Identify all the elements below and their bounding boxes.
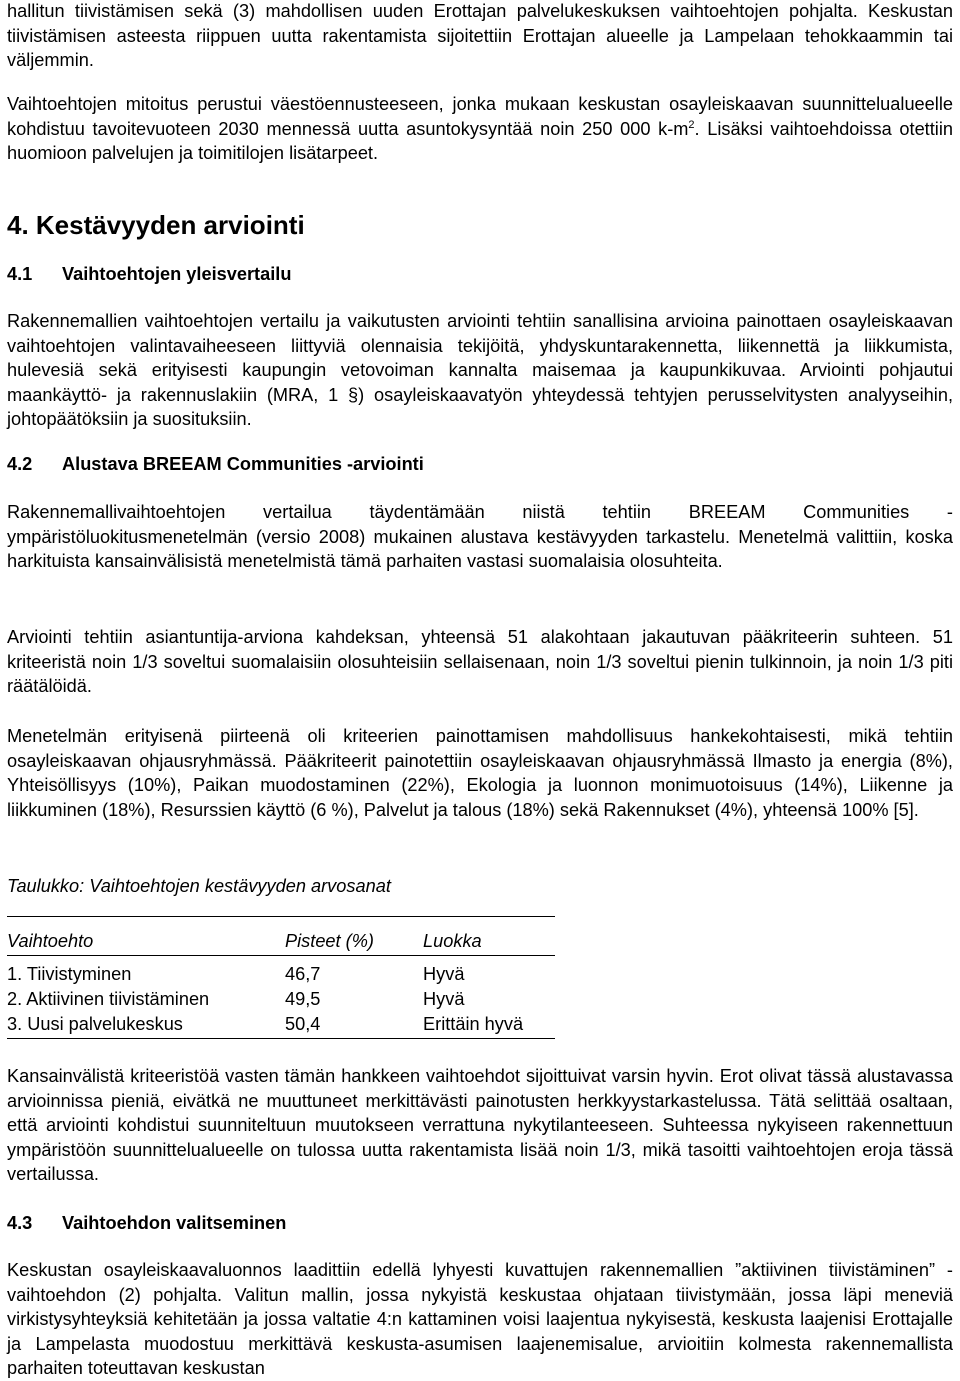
table-spacer <box>7 954 573 962</box>
paragraph-selection: Keskustan osayleiskaavaluonnos laadittiin edellä lyhyesti kuvattujen rakennemallien ”aktiivinen tiivistäminen” -vaihtoehdon (2) pohjalta. Valitun mallin, jossa nykyistä keskustaa ohjataan tiivistymään, jossa läpi meneviä virkistysyhteyksiä kehitetään ja jossa valtatie 4:n kattaminen voisi laajentua nykyisestä, keskusta laajenisi Erottajalle ja Lampelasta muodostuu merkittävä keskusta-asumisen laajenemisalue, arvioitiin kolmesta rakennemallista parhaiten toteuttavan keskustan <box>7 1260 953 1379</box>
table-cell: 46,7 <box>285 964 321 984</box>
paragraph-breeam: Rakennemallivaihtoehtojen vertailua täydentämään niistä tehtiin BREEAM Communities -ympäristöluokitusmenetelmän (versio 2008) mukainen alustava kestävyyden tarkastelu. Menetelmä valittiin, koska harkituista kansainvälisistä menetelmistä tämä parhaiten vastasi suomalaisia olosuhteita. <box>7 502 953 572</box>
paragraph-intro: hallitun tiivistämisen sekä (3) mahdollisen uuden Erottajan palvelukeskuksen vaihtoehtojen pohjalta. Keskustan tiivistämisen asteesta riippuen uutta rakentamista sijoitettiin Erottajan alueelle ja Lampelaan tehokkaammin tai väljemmin. <box>7 1 953 71</box>
table-cell: 3. Uusi palvelukeskus <box>7 1014 183 1034</box>
subsection-number: 4.3 <box>7 1213 33 1233</box>
paragraph-weighting: Menetelmän erityisenä piirteenä oli kriteerien painottamisen mahdollisuus hankekohtaisesti, mikä tehtiin osayleiskaavan ohjausryhmässä. Pääkriteerit painotettiin osayleiskaavan ohjausryhmässä Ilmasto ja energia (8%), Yhteisöllisyys (10%), Paikan muodostaminen (22%), Ekologia ja luonnon monimuotoisuus (14%), Liikenne ja liikkuminen (18%), Resurssien käyttö (6 %), Palvelut ja talous (18%) sekä Rakennukset (4%), yhteensä 100% [5]. <box>7 726 953 820</box>
table-row <box>7 962 573 987</box>
paragraph-dimensioning <box>7 92 953 166</box>
table-top-rule <box>7 916 555 917</box>
table-cell: 1. Tiivistyminen <box>7 964 132 984</box>
table-cell: 49,5 <box>285 989 321 1009</box>
table-header-cell: Luokka <box>423 931 482 951</box>
table-row <box>7 1012 573 1037</box>
table-cell: 2. Aktiivinen tiivistäminen <box>7 989 210 1009</box>
paragraph-dimensioning-tail: . Lisäksi vaihtoehdoissa otettiin huomioon palvelujen ja toimitilojen lisätarpeet. <box>7 118 953 164</box>
subsection-title: Vaihtoehdon valitseminen <box>62 1213 287 1233</box>
scores-table <box>7 929 573 1037</box>
subsection-title: Alustava BREEAM Communities -arviointi <box>62 454 424 474</box>
subsection-heading-4-3 <box>7 1211 953 1235</box>
subsection-number: 4.2 <box>7 454 33 474</box>
table-cell: 50,4 <box>285 1014 321 1034</box>
table-header-cell: Vaihtoehto <box>7 931 94 951</box>
subsection-title: Vaihtoehtojen yleisvertailu <box>62 264 292 284</box>
table-cell: Hyvä <box>423 989 465 1009</box>
superscript-2: 2 <box>688 118 695 131</box>
paragraph-dimensioning-text: Vaihtoehtojen mitoitus perustui väestöennusteeseen, jonka mukaan keskustan osayleiskaavan suunnittelualueelle kohdistuu tavoitevuoteen 2030 mennessä uutta asuntokysyntää noin 250 000 k-m <box>7 94 953 139</box>
table-cell: Hyvä <box>423 964 465 984</box>
paragraph-comparison: Rakennemallien vaihtoehtojen vertailu ja vaikutusten arviointi tehtiin sanallisina arvioina painottaen osayleiskaavan vaihtoehtojen valintavaiheeseen liittyviä olennaisia tekijöitä, yhdyskuntarakennetta, liikennettä ja liikkumista, hulevesiä sekä erityisesti kaupungin vetovoiman kannalta maisemaa ja kaupunkikuvaa. Arviointi pohjautui maankäyttö- ja rakennuslakiin (MRA, 1 §) osayleiskaavatyön yhteydessä tehtyjen perusselvitysten analyyseihin, johtopäätöksiin ja suosituksiin. <box>7 311 953 430</box>
table-cell: Erittäin hyvä <box>423 1014 524 1034</box>
table-header-row <box>7 929 573 954</box>
section-heading-4: 4. Kestävyyden arviointi <box>7 210 305 240</box>
paragraph-international-criteria: Kansainvälistä kriteeristöä vasten tämän hankkeen vaihtoehdot sijoittuivat varsin hyvin. Erot olivat tässä alustavassa arvioinnissa pieniä, eivätkä ne muuttuneet merkittävästi painotusten herkkyystarkastelussa. Tätä selittää osaltaan, että arviointi kohdistui suunniteltuun muutokseen verrattuna nykytilanteeseen. Suhteessa nykyiseen rakennettuun ympäristöön suunnittelualueelle on tulossa uutta rakentamista lisää noin 1/3, mikä tasoitti vaihtoehtojen eroja tässä vertailussa. <box>7 1066 953 1185</box>
table-bottom-rule <box>7 1038 555 1039</box>
subsection-heading-4-2 <box>7 452 953 476</box>
table-header-cell: Pisteet (%) <box>285 931 374 951</box>
table-row <box>7 987 573 1012</box>
table-caption: Taulukko: Vaihtoehtojen kestävyyden arvosanat <box>7 876 391 896</box>
paragraph-expert-assessment: Arviointi tehtiin asiantuntija-arviona kahdeksan, yhteensä 51 alakohtaan jakautuvan pääkriteerin suhteen. 51 kriteeristä noin 1/3 soveltui suomalaisiin olosuhteisiin sellaisenaan, noin 1/3 soveltui pienin tulkinnoin, ja noin 1/3 piti räätälöidä. <box>7 627 953 697</box>
subsection-number: 4.1 <box>7 264 33 284</box>
subsection-heading-4-1 <box>7 262 953 286</box>
